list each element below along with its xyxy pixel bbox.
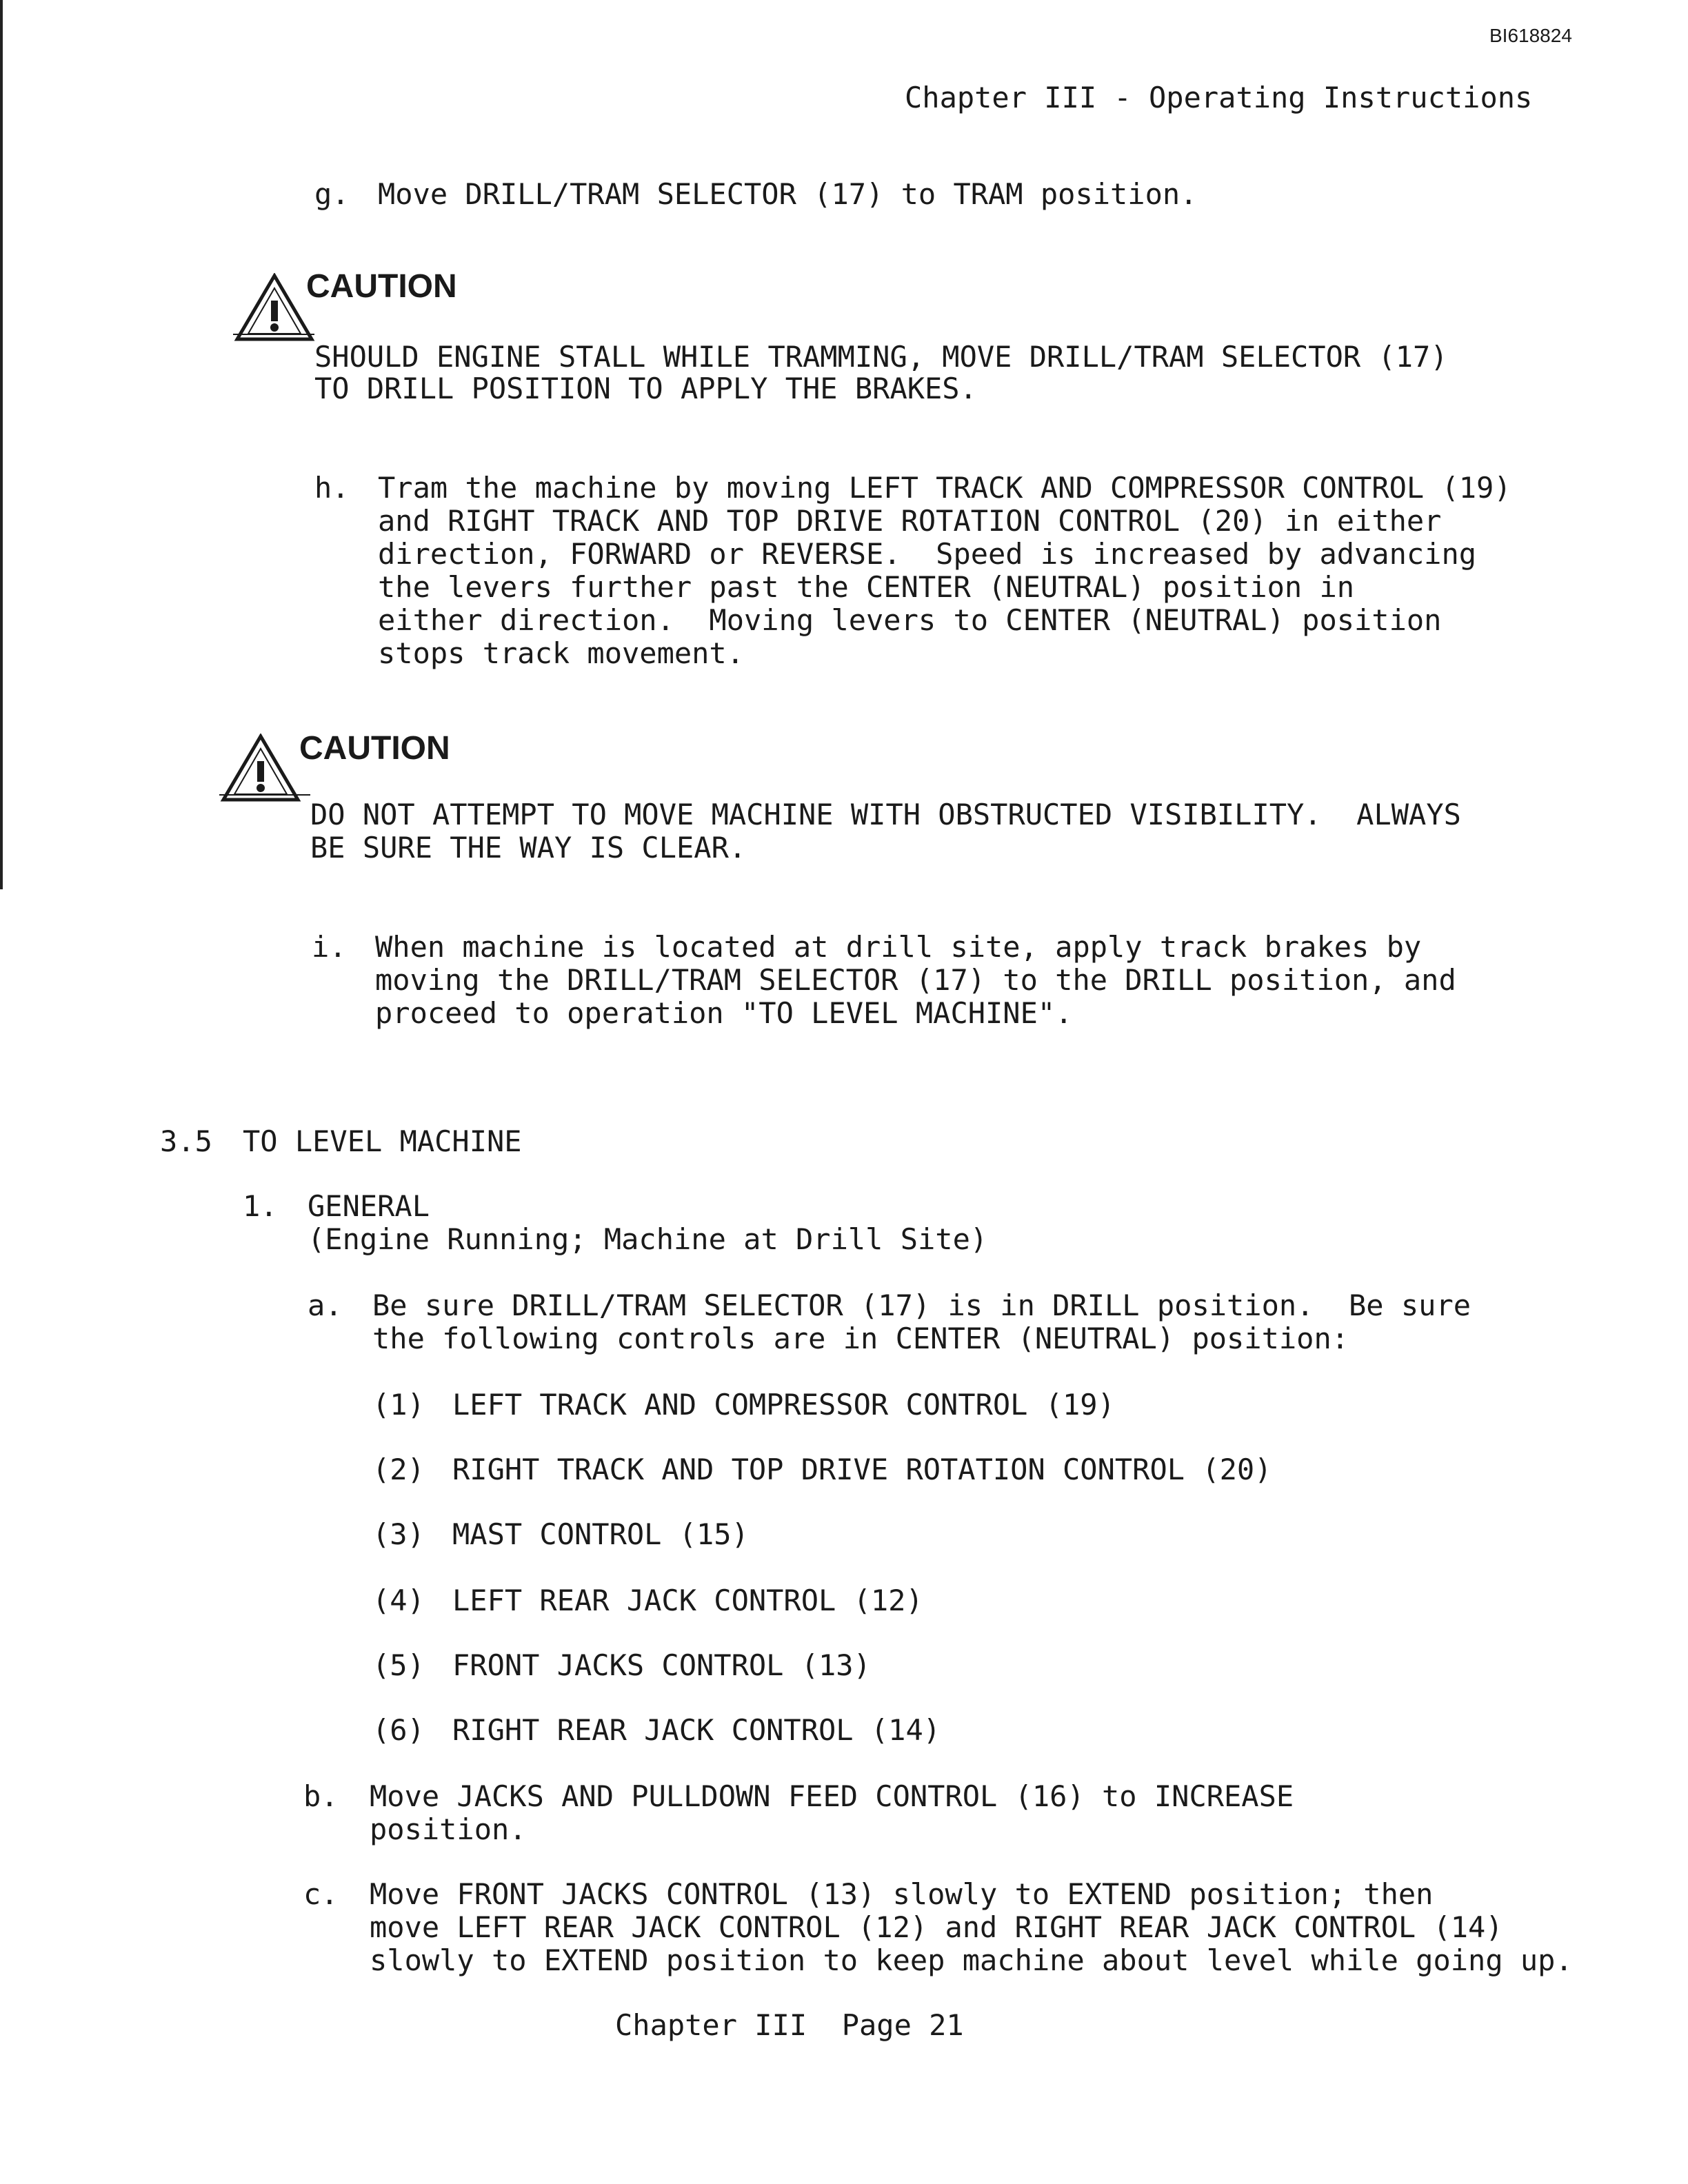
step-h-line: either direction. Moving levers to CENTER (NEUTRAL) position bbox=[378, 603, 1442, 637]
caution-underline bbox=[233, 334, 314, 335]
step-b-line: Move JACKS AND PULLDOWN FEED CONTROL (16) to INCREASE bbox=[370, 1779, 1294, 1813]
left-margin-rule bbox=[0, 0, 3, 889]
caution-text-line: DO NOT ATTEMPT TO MOVE MACHINE WITH OBSTRUCTED VISIBILITY. ALWAYS bbox=[310, 798, 1461, 831]
caution-text-line: BE SURE THE WAY IS CLEAR. bbox=[310, 831, 747, 865]
step-c-line: slowly to EXTEND position to keep machine about level while going up. bbox=[370, 1943, 1573, 1977]
control-marker: (2) bbox=[372, 1453, 425, 1486]
step-b-line: position. bbox=[370, 1812, 527, 1846]
control-item: RIGHT TRACK AND TOP DRIVE ROTATION CONTROL (20) bbox=[452, 1453, 1272, 1486]
step-i-marker: i. bbox=[312, 930, 347, 964]
control-item: MAST CONTROL (15) bbox=[452, 1517, 749, 1551]
control-marker: (1) bbox=[372, 1388, 425, 1422]
step-h-line: and RIGHT TRACK AND TOP DRIVE ROTATION CONTROL (20) in either bbox=[378, 504, 1442, 538]
step-a-marker: a. bbox=[308, 1288, 343, 1322]
step-h-line: stops track movement. bbox=[378, 636, 745, 670]
step-a-line: Be sure DRILL/TRAM SELECTOR (17) is in DRILL position. Be sure bbox=[372, 1288, 1471, 1322]
document-id: BI618824 bbox=[1489, 25, 1572, 46]
step-c-line: Move FRONT JACKS CONTROL (13) slowly to EXTEND position; then bbox=[370, 1877, 1434, 1911]
control-marker: (5) bbox=[372, 1648, 425, 1682]
step-a-line: the following controls are in CENTER (NEUTRAL) position: bbox=[372, 1322, 1349, 1355]
page-footer: Chapter III Page 21 bbox=[615, 2008, 964, 2042]
control-marker: (3) bbox=[372, 1517, 425, 1551]
control-marker: (4) bbox=[372, 1584, 425, 1617]
step-i-line: When machine is located at drill site, apply track brakes by bbox=[375, 930, 1422, 964]
section-number: 3.5 bbox=[160, 1124, 212, 1158]
step-i-line: moving the DRILL/TRAM SELECTOR (17) to the DRILL position, and bbox=[375, 963, 1456, 997]
general-title: GENERAL bbox=[308, 1189, 430, 1223]
step-h-marker: h. bbox=[314, 471, 350, 505]
general-subtitle: (Engine Running; Machine at Drill Site) bbox=[308, 1222, 988, 1256]
step-g-marker: g. bbox=[314, 177, 350, 211]
step-c-marker: c. bbox=[303, 1877, 339, 1911]
step-b-marker: b. bbox=[303, 1779, 339, 1813]
general-marker: 1. bbox=[243, 1189, 278, 1223]
caution-text-line: TO DRILL POSITION TO APPLY THE BRAKES. bbox=[314, 372, 977, 405]
step-i-line: proceed to operation "TO LEVEL MACHINE". bbox=[375, 996, 1073, 1030]
caution-heading: CAUTION bbox=[299, 730, 450, 767]
step-h-line: direction, FORWARD or REVERSE. Speed is increased by advancing bbox=[378, 537, 1477, 571]
control-item: LEFT TRACK AND COMPRESSOR CONTROL (19) bbox=[452, 1388, 1115, 1422]
control-item: LEFT REAR JACK CONTROL (12) bbox=[452, 1584, 923, 1617]
step-g-text: Move DRILL/TRAM SELECTOR (17) to TRAM position. bbox=[378, 177, 1198, 211]
control-item: FRONT JACKS CONTROL (13) bbox=[452, 1648, 871, 1682]
page-header: Chapter III - Operating Instructions bbox=[905, 81, 1533, 114]
caution-text-line: SHOULD ENGINE STALL WHILE TRAMMING, MOVE DRILL/TRAM SELECTOR (17) bbox=[314, 340, 1448, 374]
step-h-line: the levers further past the CENTER (NEUTRAL) position in bbox=[378, 570, 1355, 604]
control-marker: (6) bbox=[372, 1713, 425, 1747]
step-h-line: Tram the machine by moving LEFT TRACK AND COMPRESSOR CONTROL (19) bbox=[378, 471, 1511, 505]
caution-underline bbox=[219, 794, 310, 796]
control-item: RIGHT REAR JACK CONTROL (14) bbox=[452, 1713, 941, 1747]
caution-heading: CAUTION bbox=[306, 268, 457, 305]
section-title: TO LEVEL MACHINE bbox=[243, 1124, 522, 1158]
step-c-line: move LEFT REAR JACK CONTROL (12) and RIGHT REAR JACK CONTROL (14) bbox=[370, 1910, 1503, 1944]
